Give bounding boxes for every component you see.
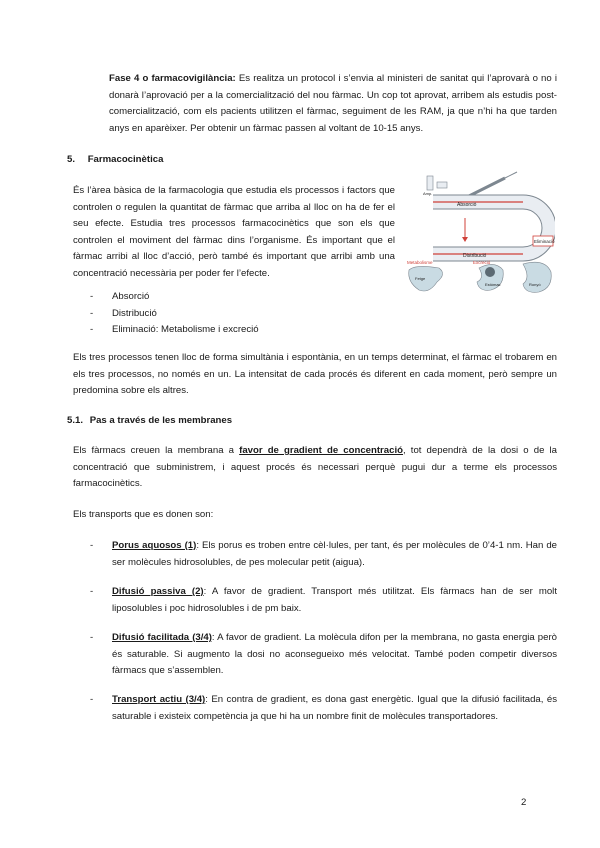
process-item: - Absorció (90, 291, 150, 302)
diagram-label-ampul: Amp. (423, 191, 433, 196)
p1-part-c: , tot dependrà de la dosi o de la concentració que subministrem, i aquest procés és necessari perquè pugui dur a terme els processos farmacocinètics. (73, 445, 557, 489)
process-item: - Distribució (90, 307, 157, 319)
fase4-label: Fase 4 o farmacovigilància: (109, 73, 236, 84)
section-5-1-paragraph (73, 443, 557, 493)
transports-intro (73, 507, 213, 524)
transport-label: Difusió facilitada (3/4) (112, 632, 212, 643)
absorption-tube (433, 202, 549, 254)
diagram-label-metabolisme: Metabolisme (407, 260, 433, 265)
process-item: - Eliminació: Metabolisme i excreció (90, 324, 259, 335)
process-item-label: Eliminació: Metabolisme i excreció (112, 324, 259, 335)
transport-item-body: - Transport actiu (3/4): En contra de gradient, es dona gast energètic. Igual que la difusió facilitada, és saturable i existeix competència ja que hi ha un nombre finit de molècules transportadores. (90, 694, 557, 722)
processes-list (90, 289, 390, 339)
section-5-closing-text: Els tres processos tenen lloc de forma simultània i espontània, en un temps determinat, el fàrmac el trobarem en els tres processos, no només en un. La intensitat de cada procés és diferent en cada moment, però sempre un predomina sobre els altres. (73, 352, 557, 396)
diagram-svg (405, 168, 555, 298)
transport-item-body: - Difusió passiva (2): A favor de gradient. Transport més utilitzat. Els fàrmacs han de ser molt liposolubles i poc hidrosolubles i de pm baix. (90, 586, 557, 614)
transport-text: : A favor de gradient. Transport més utilitzat. Els fàrmacs han de ser molt liposolubles i poc hidrosolubles i de pm baix. (112, 586, 557, 614)
kidney-icon (523, 262, 551, 292)
diagram-label-distribucio: Distribució (463, 253, 487, 259)
fase4-text: Es realitza un protocol i s’envia al ministeri de sanitat qui l’aprovarà o no i donarà l’aprovació per a la comercialització del nou fàrmac. Un cop tot aprovat, arribem als estudis post-comercialització, com els pacients utilitzen el fàrmac, seguiment de les RAM, ja que n’hi ha que tarden anys en aparèixer. Per obtenir un fàrmac passen al voltant de 10-15 anys. (109, 73, 557, 134)
pharmacokinetics-diagram (405, 168, 555, 298)
diagram-label-fetge: Fetge (415, 276, 426, 281)
section-5-intro (73, 183, 395, 282)
section-5-title: Farmacocinètica (87, 154, 164, 165)
transport-label: Transport actiu (3/4) (112, 694, 206, 705)
ampoule-icon (427, 176, 447, 190)
transport-item (90, 692, 557, 725)
transport-item (90, 584, 557, 617)
transport-item (90, 538, 557, 571)
transport-item-body: - Difusió facilitada (3/4): A favor de gradient. La molècula difon per la membrana, no gasta energia però és saturable. Si augmento la dosi no aconsegueixo més velocitat. També poden competir diversos fàrmacs que s’assemblen. (90, 632, 557, 676)
transport-text: : En contra de gradient, es dona gast energètic. Igual que la difusió facilitada, és saturable i existeix competència ja que hi ha un nombre finit de molècules transportadores. (112, 694, 557, 722)
section-5-number: 5. (67, 154, 76, 165)
diagram-label-estomac: Estómac (485, 282, 501, 287)
syringe-icon (465, 172, 517, 198)
section-5-1-number: 5.1. (67, 415, 84, 426)
stomach-detail-icon (485, 267, 495, 277)
section-5-closing (73, 350, 557, 400)
page-number (521, 795, 526, 812)
transport-text: : Els porus es troben entre cèl·lules, per tant, és per molècules de 0’4-1 nm. Han de ser molècules hidrosolubles, de pes molecular petit (aigua). (112, 540, 557, 568)
page-number-text: 2 (521, 797, 527, 808)
transport-text: : A favor de gradient. La molècula difon per la membrana, no gasta energia però és saturable. Si augmento la dosi no aconsegueixo més velocitat. També poden competir diversos fàrmacs que s’assemblen. (112, 632, 557, 676)
section-5-heading (67, 152, 163, 169)
diagram-label-eliminacio: Eliminació (534, 239, 555, 244)
diagram-label-excrecio: Excreció (473, 260, 491, 265)
transport-item-body: - Porus aquosos (1): Els porus es troben entre cèl·lules, per tant, és per molècules de 0’4-1 nm. Han de ser molècules hidrosolubles, de pes molecular petit (aigua). (90, 540, 557, 568)
section-5-1-heading (67, 413, 232, 430)
transport-label: Difusió passiva (2) (112, 586, 204, 597)
section-5-intro-text: És l’àrea bàsica de la farmacologia que estudia els processos i factors que controlen o regulen la quantitat de fàrmac que arriba al lloc on ha de fer el seu efecte. Estudia tres processos farmacocinètics que son els que controlen el moviment del fàrmac dins l’organisme. És important que el fàrmac arribi al lloc d’acció, però també és important que arribi amb una concentració necessària per poder fer l’efecte. (73, 185, 395, 279)
transport-item (90, 630, 557, 680)
process-item-label: Distribució (112, 307, 157, 319)
p1-part-a: Els fàrmacs creuen la membrana a (73, 445, 240, 456)
liver-icon (409, 266, 443, 291)
transports-intro-text: Els transports que es donen son: (73, 509, 214, 520)
diagram-label-absorcio: Absorció (457, 202, 477, 208)
p1-highlight: favor de gradient de concentració (239, 445, 403, 456)
fase4-paragraph (109, 71, 557, 137)
process-item-label: Absorció (112, 291, 150, 302)
transport-label: Porus aquosos (1) (112, 540, 197, 551)
section-5-1-title: Pas a través de les membranes (89, 415, 233, 426)
diagram-label-ronyo: Ronyó (529, 282, 541, 287)
